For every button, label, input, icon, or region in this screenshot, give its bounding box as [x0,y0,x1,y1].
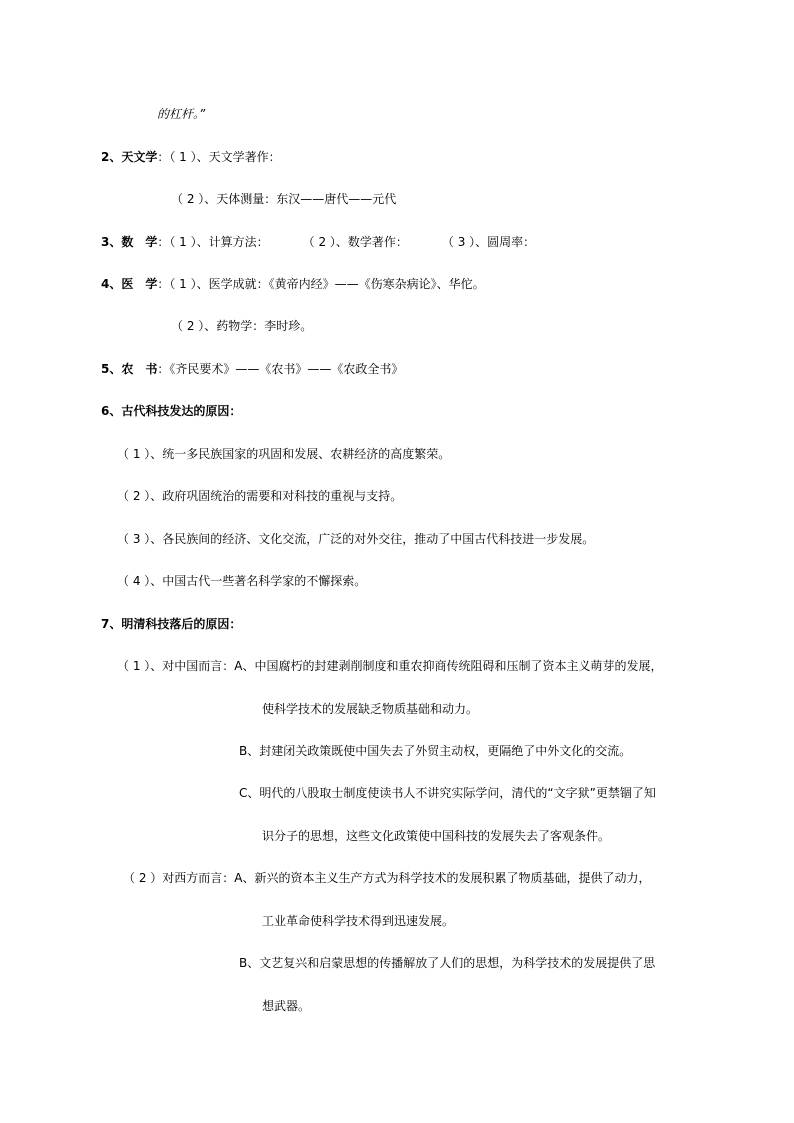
list-item-continuation: 识分子的思想，这些文化政策使中国科技的发展失去了客观条件。 [262,829,611,843]
text-line-pharmacology: （ 2 ）、药物学：李时珍。 [171,319,313,333]
list-item: C、明代的八股取士制度使读书人不讲究实际学问，清代的“文字狱”更禁锢了知 [239,786,656,800]
section-body-part3: （ 3 ）、圆周率： [441,235,536,249]
list-item-continuation: 使科学技术的发展缺乏物质基础和动力。 [262,702,479,716]
section-heading: 7、明清科技落后的原因 [101,617,230,631]
list-item-continuation: 想武器。 [262,999,311,1013]
section-mathematics [101,234,535,250]
section-medicine [101,276,485,292]
list-item: （ 1 ）、对中国而言：A、中国腐朽的封建剥削制度和重农抑商传统阻碍和压制了资本主义萌芽的发展， [117,659,663,673]
section-body: ： [229,617,242,631]
section-heading: 5、农 书 [101,362,158,376]
list-item: B、封建闭关政策既使中国失去了外贸主动权，更隔绝了中外文化的交流。 [239,744,632,758]
text-line-astronomy-measurement: （ 2 ）、天体测量：东汉——唐代——元代 [171,192,397,206]
section-agriculture-books [101,361,403,377]
section-heading: 4、医 学 [101,277,158,291]
section-heading: 2、天文学 [101,150,158,164]
section-astronomy [101,149,281,165]
section-body: ：（ 1 ）、计算方法： [157,235,269,249]
section-heading: 6、古代科技发达的原因 [101,404,230,418]
list-item: （ 1 ）、统一多民族国家的巩固和发展、农耕经济的高度繁荣。 [117,447,451,461]
list-item: （ 2 ）、政府巩固统治的需要和对科技的重视与支持。 [117,489,403,503]
section-body: ：（ 1 ）、医学成就：《黄帝内经》——《伤寒杂病论》、华佗。 [157,277,485,291]
list-item: （ 3 ）、各民族间的经济、文化交流，广泛的对外交往，推动了中国古代科技进一步发展。 [117,532,595,546]
section-body-part2: （ 2 ）、数学著作： [302,235,408,249]
section-ming-qing-reasons [101,616,241,632]
list-item: （ 2 ）对西方而言：A、新兴的资本主义生产方式为科学技术的发展积累了物质基础，提供了动力， [123,871,651,885]
section-ancient-reasons [101,403,241,419]
list-item-continuation: 工业革命使科学技术得到迅速发展。 [262,914,455,928]
section-body: ：（ 1 ）、天文学著作： [157,150,281,164]
section-body: ：《齐民要术》——《农书》——《农政全书》 [157,362,404,376]
section-heading: 3、数 学 [101,235,158,249]
section-body: ： [229,404,242,418]
list-item: （ 4 ）、中国古代一些著名科学家的不懈探索。 [117,574,367,588]
text-line-lever: 的杠杆。” [157,107,206,121]
list-item: B、文艺复兴和启蒙思想的传播解放了人们的思想，为科学技术的发展提供了思 [239,956,656,970]
